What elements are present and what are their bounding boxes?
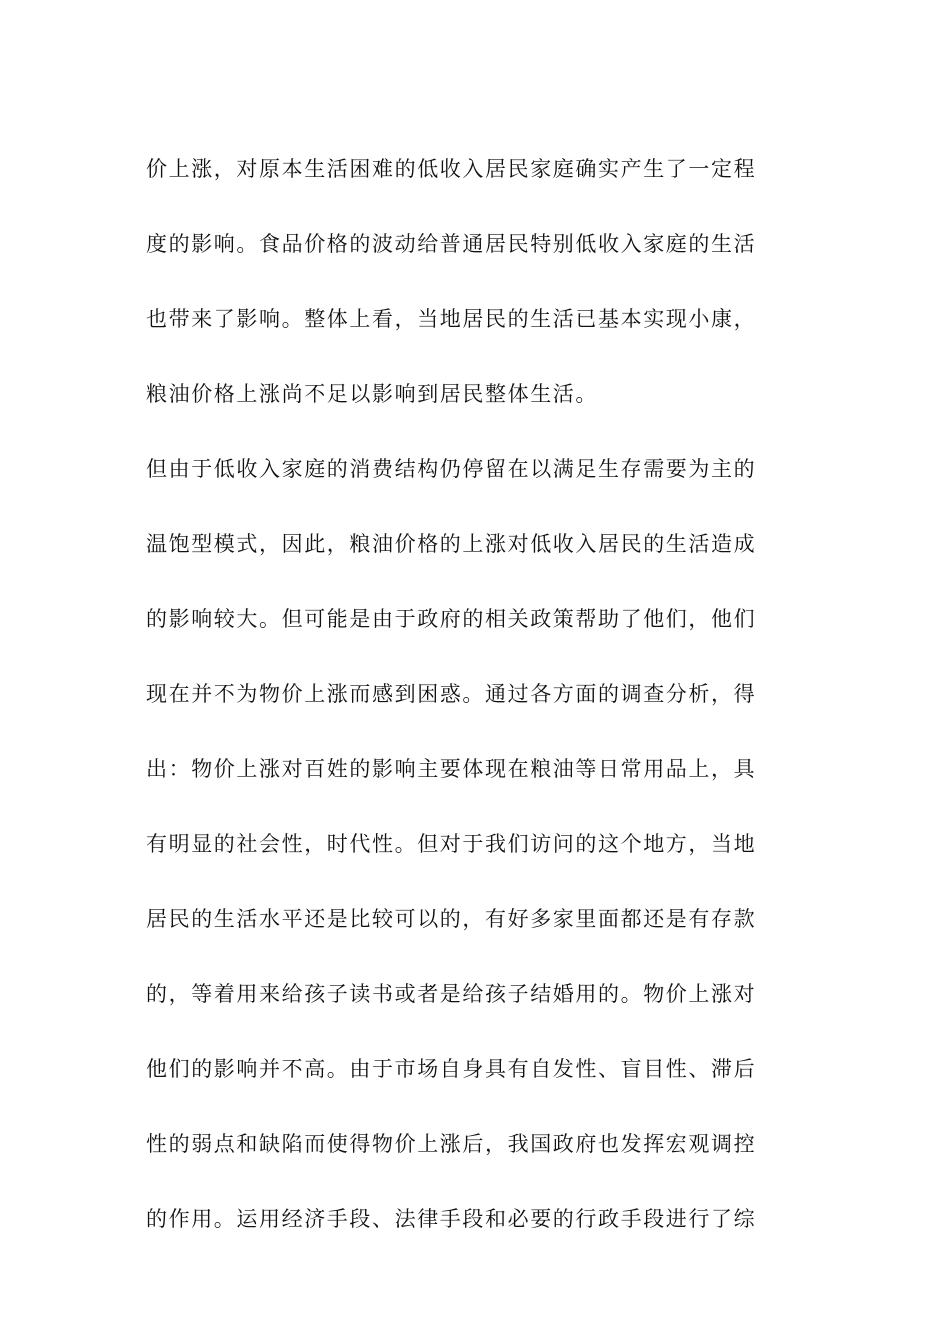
text-line: 也带来了影响。整体上看，当地居民的生活已基本实现小康， (146, 307, 757, 331)
text-line: 有明显的社会性，时代性。但对于我们访问的这个地方，当地 (146, 832, 757, 856)
text-line: 但由于低收入家庭的消费结构仍停留在以满足生存需要为主的 (146, 457, 757, 481)
text-line: 粮油价格上涨尚不足以影响到居民整体生活。 (146, 382, 598, 406)
text-line: 温饱型模式，因此，粮油价格的上涨对低收入居民的生活造成 (146, 532, 757, 556)
text-line: 度的影响。食品价格的波动给普通居民特别低收入家庭的生活 (146, 232, 757, 256)
text-line: 他们的影响并不高。由于市场自身具有自发性、盲目性、滞后 (146, 1057, 757, 1081)
text-line: 价上涨，对原本生活困难的低收入居民家庭确实产生了一定程 (146, 157, 757, 181)
text-line: 出：物价上涨对百姓的影响主要体现在粮油等日常用品上，具 (146, 757, 757, 781)
text-line: 的影响较大。但可能是由于政府的相关政策帮助了他们，他们 (146, 607, 757, 631)
text-line: 的作用。运用经济手段、法律手段和必要的行政手段进行了综 (146, 1207, 757, 1231)
text-line: 居民的生活水平还是比较可以的，有好多家里面都还是有存款 (146, 907, 757, 931)
body-text (146, 132, 816, 1257)
text-line: 的，等着用来给孩子读书或者是给孩子结婚用的。物价上涨对 (146, 982, 757, 1006)
text-line: 性的弱点和缺陷而使得物价上涨后，我国政府也发挥宏观调控 (146, 1132, 757, 1156)
text-line: 现在并不为物价上涨而感到困惑。通过各方面的调查分析，得 (146, 682, 757, 706)
